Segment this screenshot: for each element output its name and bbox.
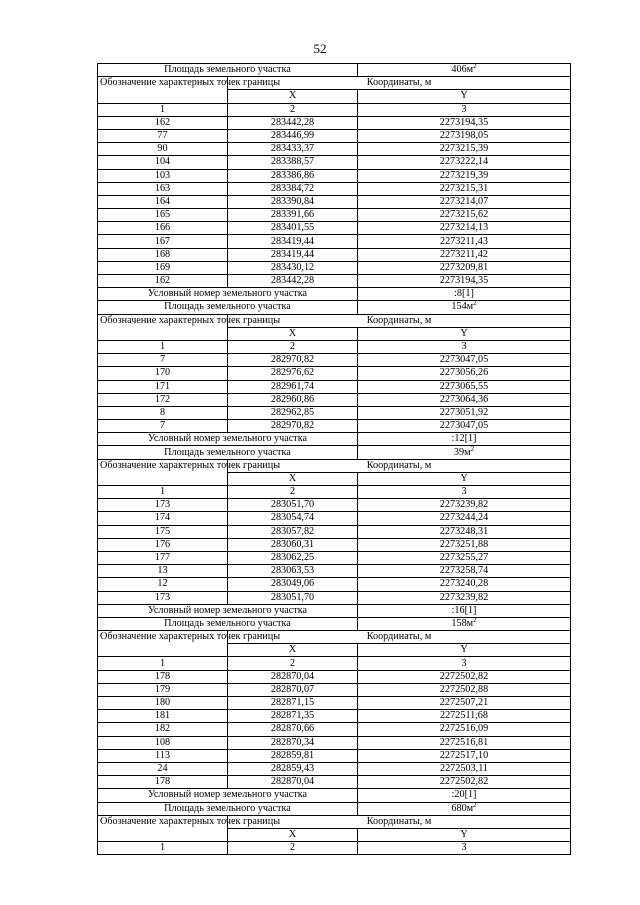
x-header: X xyxy=(228,90,358,103)
table-header-row xyxy=(98,77,571,90)
parcel-number-row xyxy=(98,789,571,802)
x-coordinate-cell: 283063,53 xyxy=(228,565,358,578)
column-number-2: 2 xyxy=(228,657,358,670)
y-coordinate-cell: 2273209,81 xyxy=(358,261,571,274)
column-number-2: 2 xyxy=(228,103,358,116)
x-coordinate-cell: 283386,86 xyxy=(228,169,358,182)
table-row xyxy=(98,762,571,775)
parcel-number-row xyxy=(98,288,571,301)
y-coordinate-cell: 2273215,31 xyxy=(358,182,571,195)
point-number-cell: 24 xyxy=(98,762,228,775)
y-header: Y xyxy=(358,327,571,340)
table-row xyxy=(98,723,571,736)
coordinates-header: Координаты, м xyxy=(228,77,571,90)
y-header: Y xyxy=(358,472,571,485)
x-coordinate-cell: 283051,70 xyxy=(228,499,358,512)
y-coordinate-cell: 2273240,28 xyxy=(358,578,571,591)
area-number: 154м xyxy=(451,301,474,313)
y-coordinate-cell: 2273194,35 xyxy=(358,116,571,129)
point-number-cell: 182 xyxy=(98,723,228,736)
table-row xyxy=(98,261,571,274)
point-number-cell: 163 xyxy=(98,182,228,195)
column-number-3: 3 xyxy=(358,842,571,855)
coordinates-header: Координаты, м xyxy=(228,631,571,644)
coordinates-table xyxy=(97,63,571,855)
area-number: 680м xyxy=(451,802,474,814)
x-coordinate-cell: 282870,04 xyxy=(228,670,358,683)
table-row xyxy=(98,591,571,604)
x-coordinate-cell: 283060,31 xyxy=(228,538,358,551)
point-number-cell: 170 xyxy=(98,367,228,380)
area-unit-superscript: 2 xyxy=(473,299,477,308)
parcel-area-row xyxy=(98,64,571,77)
point-number-cell: 169 xyxy=(98,261,228,274)
x-coordinate-cell: 283433,37 xyxy=(228,143,358,156)
column-number-2: 2 xyxy=(228,842,358,855)
point-number-cell: 164 xyxy=(98,195,228,208)
x-coordinate-cell: 282870,66 xyxy=(228,723,358,736)
table-row xyxy=(98,248,571,261)
y-header: Y xyxy=(358,90,571,103)
parcel-area-label: Площадь земельного участка xyxy=(98,446,358,459)
point-number-cell: 176 xyxy=(98,538,228,551)
point-number-cell: 173 xyxy=(98,591,228,604)
point-number-cell: 173 xyxy=(98,499,228,512)
column-number-row xyxy=(98,657,571,670)
table-row xyxy=(98,565,571,578)
x-coordinate-cell: 282859,43 xyxy=(228,762,358,775)
table-row xyxy=(98,406,571,419)
x-coordinate-cell: 283384,72 xyxy=(228,182,358,195)
table-row xyxy=(98,222,571,235)
coordinates-header: Координаты, м xyxy=(228,459,571,472)
parcel-area-label: Площадь земельного участка xyxy=(98,802,358,815)
table-row xyxy=(98,393,571,406)
parcel-area-label: Площадь земельного участка xyxy=(98,617,358,630)
column-number-row xyxy=(98,842,571,855)
point-number-cell: 165 xyxy=(98,209,228,222)
table-row xyxy=(98,710,571,723)
point-number-cell: 113 xyxy=(98,749,228,762)
column-number-row xyxy=(98,340,571,353)
point-number-cell: 13 xyxy=(98,565,228,578)
x-coordinate-cell: 283049,06 xyxy=(228,578,358,591)
x-coordinate-cell: 282960,86 xyxy=(228,393,358,406)
y-coordinate-cell: 2272511,68 xyxy=(358,710,571,723)
point-number-cell: 168 xyxy=(98,248,228,261)
point-number-cell: 7 xyxy=(98,354,228,367)
point-number-cell: 174 xyxy=(98,512,228,525)
parcel-area-value xyxy=(358,617,571,630)
coordinates-header: Координаты, м xyxy=(228,314,571,327)
x-coordinate-cell: 282970,82 xyxy=(228,420,358,433)
area-unit-superscript: 2 xyxy=(473,62,477,71)
point-number-cell: 8 xyxy=(98,406,228,419)
parcel-number-label: Условный номер земельного участка xyxy=(98,433,358,446)
table-row xyxy=(98,169,571,182)
x-coordinate-cell: 283442,28 xyxy=(228,275,358,288)
parcel-number-label: Условный номер земельного участка xyxy=(98,288,358,301)
y-coordinate-cell: 2273248,31 xyxy=(358,525,571,538)
area-unit-superscript: 2 xyxy=(473,800,477,809)
table-header-row xyxy=(98,459,571,472)
table-header-row xyxy=(98,631,571,644)
y-coordinate-cell: 2273047,05 xyxy=(358,420,571,433)
coordinates-table-body xyxy=(98,64,571,855)
y-coordinate-cell: 2273051,92 xyxy=(358,406,571,419)
parcel-number-label: Условный номер земельного участка xyxy=(98,604,358,617)
x-header: X xyxy=(228,644,358,657)
y-coordinate-cell: 2272503,11 xyxy=(358,762,571,775)
column-number-1: 1 xyxy=(98,340,228,353)
table-row xyxy=(98,420,571,433)
page-number: 52 xyxy=(313,41,327,56)
point-number-cell: 162 xyxy=(98,275,228,288)
y-coordinate-cell: 2273064,36 xyxy=(358,393,571,406)
parcel-area-row xyxy=(98,802,571,815)
parcel-area-row xyxy=(98,446,571,459)
parcel-number-row xyxy=(98,604,571,617)
table-row xyxy=(98,697,571,710)
parcel-area-label: Площадь земельного участка xyxy=(98,64,358,77)
y-coordinate-cell: 2273258,74 xyxy=(358,565,571,578)
x-coordinate-cell: 282871,35 xyxy=(228,710,358,723)
y-coordinate-cell: 2272516,09 xyxy=(358,723,571,736)
table-row xyxy=(98,551,571,564)
x-coordinate-cell: 283390,84 xyxy=(228,195,358,208)
point-number-cell: 181 xyxy=(98,710,228,723)
point-number-cell: 171 xyxy=(98,380,228,393)
column-number-3: 3 xyxy=(358,103,571,116)
point-number-cell: 178 xyxy=(98,776,228,789)
y-coordinate-cell: 2272517,10 xyxy=(358,749,571,762)
parcel-number-value: :16[1] xyxy=(358,604,571,617)
table-row xyxy=(98,670,571,683)
column-number-2: 2 xyxy=(228,340,358,353)
x-coordinate-cell: 283446,99 xyxy=(228,129,358,142)
table-row xyxy=(98,499,571,512)
parcel-area-value xyxy=(358,301,571,314)
x-coordinate-cell: 283430,12 xyxy=(228,261,358,274)
x-coordinate-cell: 283419,44 xyxy=(228,235,358,248)
y-coordinate-cell: 2273239,82 xyxy=(358,499,571,512)
parcel-area-row xyxy=(98,301,571,314)
y-coordinate-cell: 2273244,24 xyxy=(358,512,571,525)
y-coordinate-cell: 2273214,13 xyxy=(358,222,571,235)
point-number-cell: 172 xyxy=(98,393,228,406)
table-row xyxy=(98,683,571,696)
table-header-row xyxy=(98,815,571,828)
x-coordinate-cell: 283442,28 xyxy=(228,116,358,129)
table-row xyxy=(98,143,571,156)
x-coordinate-cell: 283391,66 xyxy=(228,209,358,222)
x-header: X xyxy=(228,472,358,485)
point-number-cell: 7 xyxy=(98,420,228,433)
x-coordinate-cell: 282976,62 xyxy=(228,367,358,380)
y-coordinate-cell: 2273222,14 xyxy=(358,156,571,169)
point-designation-header: Обозначение характерных точек границы xyxy=(98,631,228,657)
parcel-number-value: :12[1] xyxy=(358,433,571,446)
table-row xyxy=(98,736,571,749)
y-coordinate-cell: 2273255,27 xyxy=(358,551,571,564)
area-number: 39м xyxy=(453,446,471,458)
y-coordinate-cell: 2273239,82 xyxy=(358,591,571,604)
x-header: X xyxy=(228,327,358,340)
x-coordinate-cell: 283057,82 xyxy=(228,525,358,538)
parcel-area-value xyxy=(358,64,571,77)
x-header: X xyxy=(228,828,358,841)
parcel-number-value: :8[1] xyxy=(358,288,571,301)
coordinates-header: Координаты, м xyxy=(228,815,571,828)
y-coordinate-cell: 2273056,26 xyxy=(358,367,571,380)
column-number-1: 1 xyxy=(98,103,228,116)
column-number-row xyxy=(98,486,571,499)
y-coordinate-cell: 2273198,05 xyxy=(358,129,571,142)
column-number-row xyxy=(98,103,571,116)
column-number-1: 1 xyxy=(98,657,228,670)
x-coordinate-cell: 282870,04 xyxy=(228,776,358,789)
x-coordinate-cell: 282870,07 xyxy=(228,683,358,696)
table-row xyxy=(98,578,571,591)
area-number: 158м xyxy=(451,617,474,629)
x-coordinate-cell: 283062,25 xyxy=(228,551,358,564)
point-number-cell: 166 xyxy=(98,222,228,235)
table-row xyxy=(98,235,571,248)
parcel-area-label: Площадь земельного участка xyxy=(98,301,358,314)
x-coordinate-cell: 283054,74 xyxy=(228,512,358,525)
column-number-1: 1 xyxy=(98,842,228,855)
table-row xyxy=(98,129,571,142)
y-coordinate-cell: 2273194,35 xyxy=(358,275,571,288)
y-header: Y xyxy=(358,828,571,841)
x-coordinate-cell: 283401,55 xyxy=(228,222,358,235)
x-coordinate-cell: 282970,82 xyxy=(228,354,358,367)
y-coordinate-cell: 2272507,21 xyxy=(358,697,571,710)
point-designation-header: Обозначение характерных точек границы xyxy=(98,815,228,841)
x-coordinate-cell: 282961,74 xyxy=(228,380,358,393)
table-row xyxy=(98,749,571,762)
parcel-number-value: :20[1] xyxy=(358,789,571,802)
y-coordinate-cell: 2272502,82 xyxy=(358,776,571,789)
y-coordinate-cell: 2273065,55 xyxy=(358,380,571,393)
point-number-cell: 103 xyxy=(98,169,228,182)
point-number-cell: 167 xyxy=(98,235,228,248)
point-number-cell: 162 xyxy=(98,116,228,129)
y-coordinate-cell: 2273251,88 xyxy=(358,538,571,551)
table-row xyxy=(98,776,571,789)
table-row xyxy=(98,275,571,288)
parcel-number-row xyxy=(98,433,571,446)
table-row xyxy=(98,209,571,222)
x-coordinate-cell: 283388,57 xyxy=(228,156,358,169)
table-row xyxy=(98,195,571,208)
x-coordinate-cell: 282870,34 xyxy=(228,736,358,749)
point-number-cell: 108 xyxy=(98,736,228,749)
table-row xyxy=(98,512,571,525)
parcel-area-value xyxy=(358,446,571,459)
area-unit-superscript: 2 xyxy=(470,444,475,453)
y-coordinate-cell: 2272516,81 xyxy=(358,736,571,749)
point-number-cell: 175 xyxy=(98,525,228,538)
point-number-cell: 178 xyxy=(98,670,228,683)
column-number-3: 3 xyxy=(358,340,571,353)
table-row xyxy=(98,380,571,393)
point-designation-header: Обозначение характерных точек границы xyxy=(98,77,228,103)
point-number-cell: 90 xyxy=(98,143,228,156)
area-number: 406м xyxy=(451,64,474,76)
y-coordinate-cell: 2273215,39 xyxy=(358,143,571,156)
point-number-cell: 180 xyxy=(98,697,228,710)
table-row xyxy=(98,156,571,169)
table-header-row xyxy=(98,314,571,327)
y-header: Y xyxy=(358,644,571,657)
x-coordinate-cell: 282871,15 xyxy=(228,697,358,710)
table-row xyxy=(98,182,571,195)
y-coordinate-cell: 2273214,07 xyxy=(358,195,571,208)
point-number-cell: 104 xyxy=(98,156,228,169)
point-number-cell: 12 xyxy=(98,578,228,591)
point-designation-header: Обозначение характерных точек границы xyxy=(98,459,228,485)
y-coordinate-cell: 2273211,43 xyxy=(358,235,571,248)
column-number-3: 3 xyxy=(358,657,571,670)
x-coordinate-cell: 283051,70 xyxy=(228,591,358,604)
x-coordinate-cell: 282859,81 xyxy=(228,749,358,762)
column-number-3: 3 xyxy=(358,486,571,499)
point-number-cell: 177 xyxy=(98,551,228,564)
table-row xyxy=(98,354,571,367)
y-coordinate-cell: 2273215,62 xyxy=(358,209,571,222)
y-coordinate-cell: 2273211,42 xyxy=(358,248,571,261)
parcel-area-value xyxy=(358,802,571,815)
y-coordinate-cell: 2273047,05 xyxy=(358,354,571,367)
y-coordinate-cell: 2272502,88 xyxy=(358,683,571,696)
parcel-number-label: Условный номер земельного участка xyxy=(98,789,358,802)
parcel-area-row xyxy=(98,617,571,630)
column-number-2: 2 xyxy=(228,486,358,499)
column-number-1: 1 xyxy=(98,486,228,499)
table-row xyxy=(98,525,571,538)
x-coordinate-cell: 283419,44 xyxy=(228,248,358,261)
point-designation-header: Обозначение характерных точек границы xyxy=(98,314,228,340)
table-row xyxy=(98,116,571,129)
point-number-cell: 179 xyxy=(98,683,228,696)
table-row xyxy=(98,367,571,380)
y-coordinate-cell: 2273219,39 xyxy=(358,169,571,182)
x-coordinate-cell: 282962,85 xyxy=(228,406,358,419)
area-unit-superscript: 2 xyxy=(473,615,477,624)
point-number-cell: 77 xyxy=(98,129,228,142)
table-row xyxy=(98,538,571,551)
y-coordinate-cell: 2272502,82 xyxy=(358,670,571,683)
